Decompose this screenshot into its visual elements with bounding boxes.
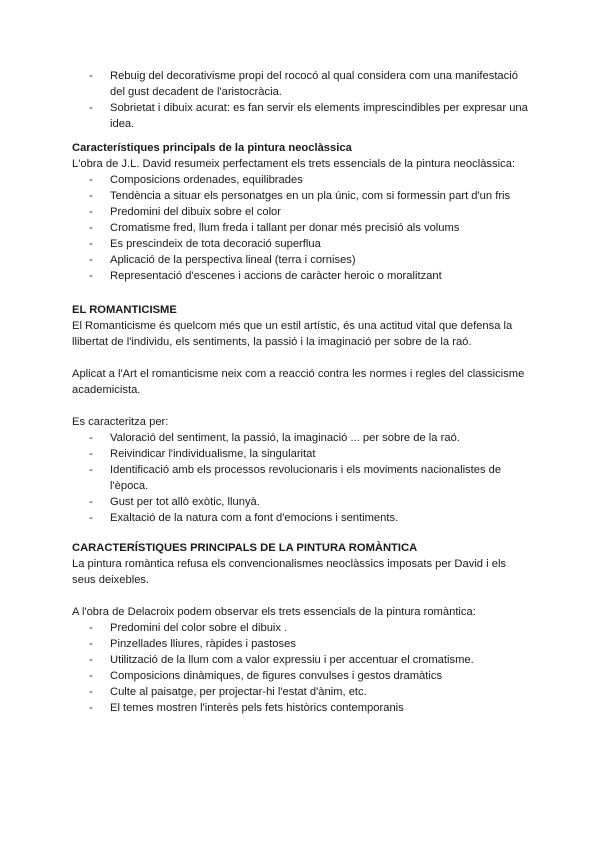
romantic-painting-section [72, 540, 532, 716]
list-item: - El temes mostren l'interès pels fets històrics contemporanis [72, 700, 532, 716]
section-heading: Característiques principals de la pintura neoclàssica [72, 142, 352, 154]
section-heading: EL ROMANTICISME [72, 304, 177, 316]
list-item: - Composicions ordenades, equilibrades [72, 172, 532, 188]
list-item: - Predomini del color sobre el dibuix . [72, 620, 532, 636]
list-item: - Representació d'escenes i accions de caràcter heroic o moralitzant [72, 268, 532, 284]
list-item: - Pinzellades lliures, ràpides i pastoses [72, 636, 532, 652]
paragraph: A l'obra de Delacroix podem observar els trets essencials de la pintura romàntica: [72, 606, 476, 618]
list-item: - Aplicació de la perspectiva lineal (terra i cornises) [72, 252, 532, 268]
list-item: - Reivindicar l'individualisme, la singularitat [72, 446, 532, 462]
list-item: - Valoració del sentiment, la passió, la imaginació ... per sobre de la raó. [72, 430, 532, 446]
top-bullet-list [72, 68, 532, 132]
paragraph: El Romanticisme és quelcom més que un estil artístic, és una actitud vital que defensa la llibertat de l'individu, els sentiments, la passió i la imaginació per sobre de la raó. [72, 320, 513, 348]
paragraph: La pintura romàntica refusa els convencionalismes neoclàssics imposats per David i els seus deixebles. [72, 558, 507, 586]
paragraph: Aplicat a l'Art el romanticisme neix com a reacció contra les normes i regles del classicisme academicista. [72, 368, 525, 396]
list-item: - Sobrietat i dibuix acurat: es fan servir els elements imprescindibles per expresar una idea. [72, 100, 532, 132]
neoclassic-list [72, 172, 532, 284]
neoclassic-section [72, 140, 532, 284]
list-item: - Predomini del dibuix sobre el color [72, 204, 532, 220]
romanticism-list [72, 430, 532, 526]
list-item: - Cromatisme fred, llum freda i tallant per donar més precisió als volums [72, 220, 532, 236]
list-item: - Es prescindeix de tota decoració superflua [72, 236, 532, 252]
paragraph: Es caracteritza per: [72, 416, 169, 428]
list-item: - Rebuig del decorativisme propi del rococó al qual considera com una manifestació del gust decadent de l'aristocràcia. [72, 68, 532, 100]
romanticism-section [72, 302, 532, 526]
list-item: - Culte al paisatge, per projectar-hi l'estat d'ànim, etc. [72, 684, 532, 700]
romantic-painting-list [72, 620, 532, 716]
section-heading: CARACTERÍSTIQUES PRINCIPALS DE LA PINTURA ROMÀNTICA [72, 542, 418, 554]
list-item: - Identificació amb els processos revolucionaris i els moviments nacionalistes de l'època. [72, 462, 532, 494]
list-item: - Exaltació de la natura com a font d'emocions i sentiments. [72, 510, 532, 526]
list-item: - Utilització de la llum com a valor expressiu i per accentuar el cromatisme. [72, 652, 532, 668]
section-intro: L'obra de J.L. David resumeix perfectament els trets essencials de la pintura neoclàssica: [72, 158, 516, 170]
list-item: - Tendència a situar els personatges en un pla únic, com si formessin part d'un fris [72, 188, 532, 204]
list-item: - Composicions dinàmiques, de figures convulses i gestos dramàtics [72, 668, 532, 684]
list-item: - Gust per tot allò exòtic, llunyà. [72, 494, 532, 510]
